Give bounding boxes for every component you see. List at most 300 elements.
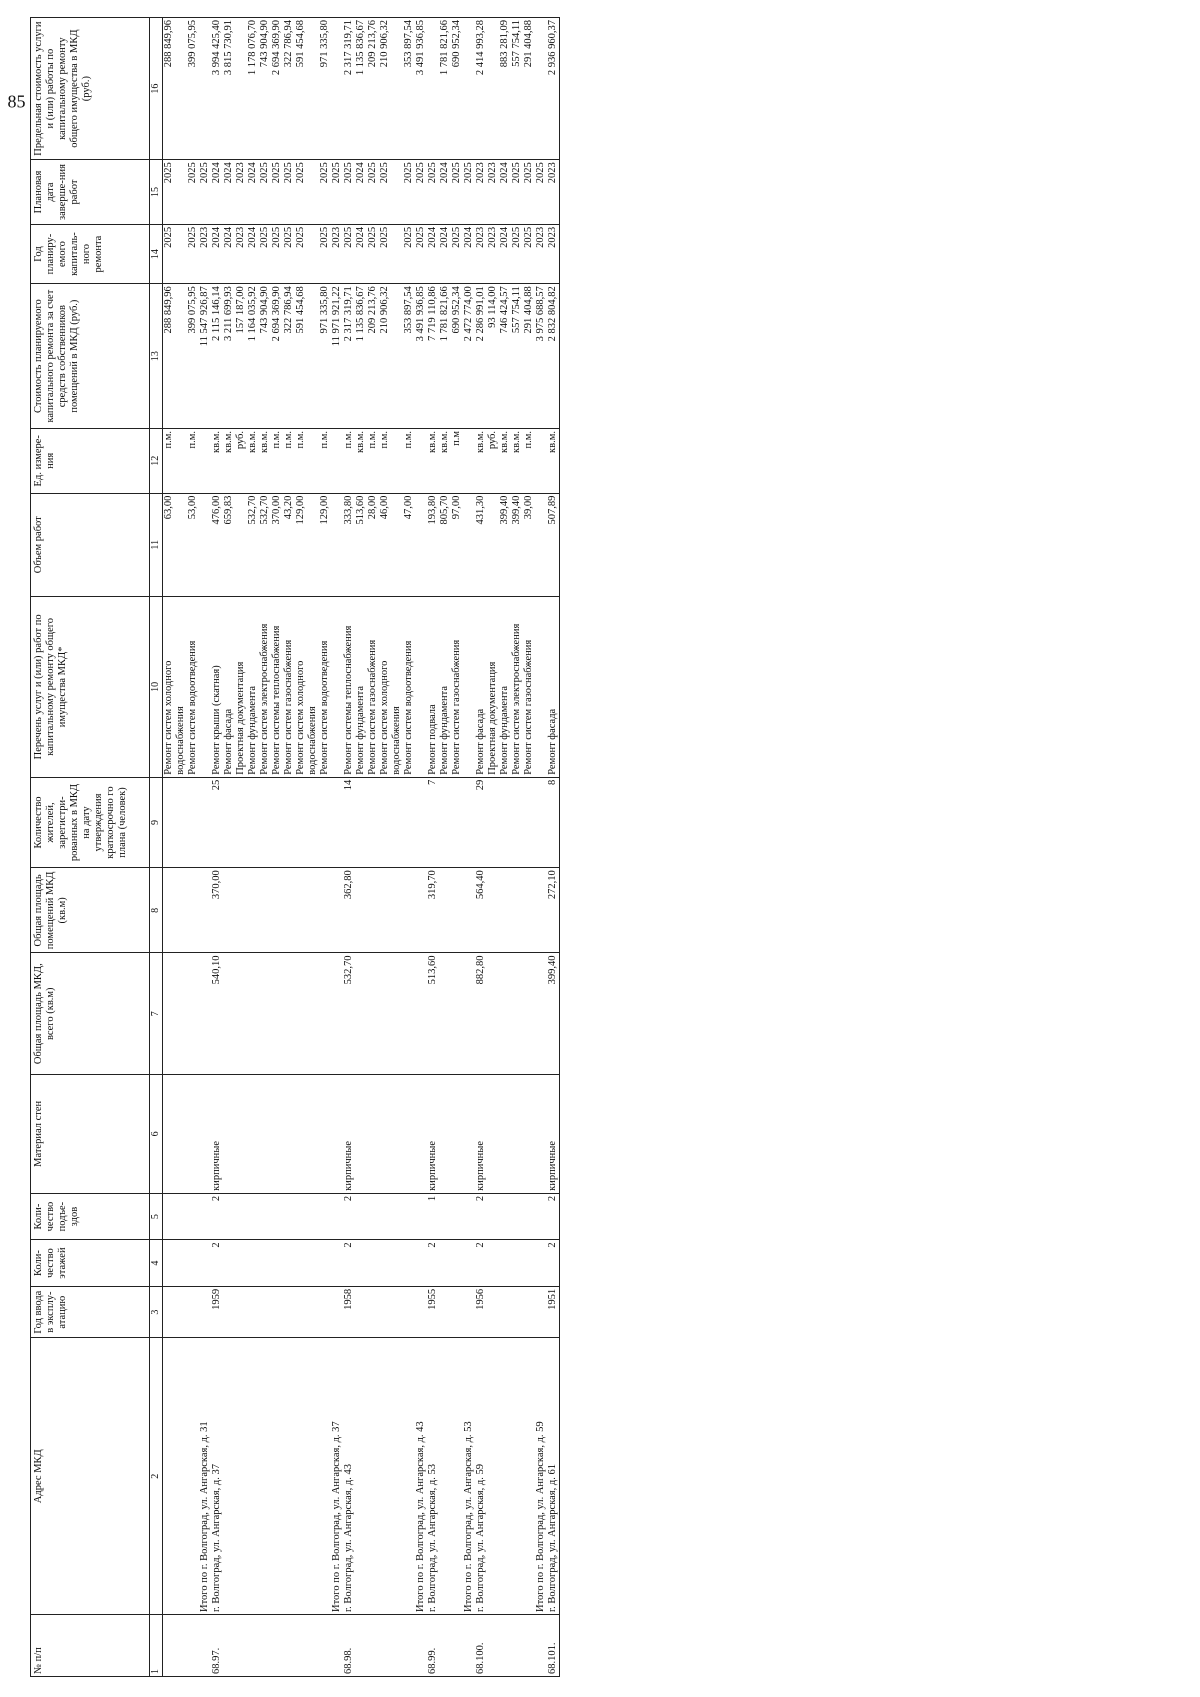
wall-material-cell — [187, 1074, 199, 1193]
total-area-cell — [367, 953, 379, 1074]
address-cell — [247, 1338, 259, 1615]
unit-cell: кв.м. — [427, 428, 439, 493]
total-area-cell: 882,80 — [475, 953, 487, 1074]
unit-cell: кв.м. — [511, 428, 523, 493]
entrances-cell — [511, 1193, 523, 1240]
work-volume-cell: 43,20 — [283, 493, 295, 596]
address-cell — [511, 1338, 523, 1615]
table-row — [367, 18, 379, 1677]
max-cost-cell — [235, 18, 247, 160]
row-number-cell: 68.100. — [475, 1614, 487, 1676]
address-cell: г. Волгоград, ул. Ангарская, д. 37 — [211, 1338, 223, 1615]
work-item-cell: Ремонт фасада — [547, 596, 560, 777]
floors-cell — [535, 1240, 547, 1287]
premises-area-cell — [199, 868, 211, 953]
header-floors: Коли-чество этажей — [31, 1240, 150, 1287]
entrances-cell — [535, 1193, 547, 1240]
repair-year-cell: 2024 — [427, 224, 439, 283]
total-area-cell — [271, 953, 283, 1074]
column-number: 14 — [150, 224, 163, 283]
wall-material-cell — [223, 1074, 235, 1193]
end-date-cell: 2025 — [331, 160, 343, 225]
header-premises-area: Общая площадь помещений МКД (кв.м) — [31, 868, 150, 953]
max-cost-cell: 3 815 730,91 — [223, 18, 235, 160]
cost-cell: 1 781 821,66 — [439, 284, 451, 429]
column-number: 10 — [150, 596, 163, 777]
unit-cell: п.м. — [163, 428, 188, 493]
premises-area-cell — [535, 868, 547, 953]
premises-area-cell — [163, 868, 188, 953]
end-date-cell: 2025 — [523, 160, 535, 225]
year-built-cell — [259, 1286, 271, 1338]
address-cell: г. Волгоград, ул. Ангарская, д. 43 — [343, 1338, 355, 1615]
year-built-cell — [355, 1286, 367, 1338]
premises-area-cell — [331, 868, 343, 953]
end-date-cell: 2023 — [487, 160, 499, 225]
table-row — [463, 18, 475, 1677]
work-item-cell: Ремонт систем газоснабжения — [283, 596, 295, 777]
floors-cell: 2 — [547, 1240, 560, 1287]
entrances-cell — [439, 1193, 451, 1240]
header-volume: Объем работ — [31, 493, 150, 596]
year-built-cell — [283, 1286, 295, 1338]
work-item-cell: Ремонт фундамента — [355, 596, 367, 777]
table-row — [415, 18, 427, 1677]
table-row — [511, 18, 523, 1677]
address-cell — [283, 1338, 295, 1615]
entrances-cell — [187, 1193, 199, 1240]
table-row — [427, 18, 439, 1677]
table-row — [211, 18, 223, 1677]
end-date-cell: 2025 — [427, 160, 439, 225]
max-cost-cell — [487, 18, 499, 160]
row-number-cell — [319, 1614, 331, 1676]
row-number-cell — [403, 1614, 415, 1676]
work-volume-cell: 399,40 — [511, 493, 523, 596]
row-number-cell — [235, 1614, 247, 1676]
residents-cell — [355, 777, 367, 867]
premises-area-cell: 272,10 — [547, 868, 560, 953]
entrances-cell: 2 — [343, 1193, 355, 1240]
premises-area-cell — [223, 868, 235, 953]
address-cell: г. Волгоград, ул. Ангарская, д. 53 — [427, 1338, 439, 1615]
wall-material-cell — [295, 1074, 319, 1193]
premises-area-cell: 362,80 — [343, 868, 355, 953]
work-volume-cell: 129,00 — [295, 493, 319, 596]
floors-cell — [355, 1240, 367, 1287]
column-number: 4 — [150, 1240, 163, 1287]
address-cell — [295, 1338, 319, 1615]
work-volume-cell: 63,00 — [163, 493, 188, 596]
repair-year-cell: 2024 — [355, 224, 367, 283]
address-cell: Итого по г. Волгоград, ул. Ангарская, д. 43 — [415, 1338, 427, 1615]
floors-cell — [523, 1240, 535, 1287]
table-row — [223, 18, 235, 1677]
premises-area-cell — [403, 868, 415, 953]
total-area-cell — [451, 953, 463, 1074]
wall-material-cell — [523, 1074, 535, 1193]
max-cost-cell — [199, 18, 211, 160]
total-area-cell — [403, 953, 415, 1074]
floors-cell: 2 — [475, 1240, 487, 1287]
residents-cell — [379, 777, 403, 867]
premises-area-cell — [283, 868, 295, 953]
table-row — [343, 18, 355, 1677]
entrances-cell — [319, 1193, 331, 1240]
year-built-cell: 1959 — [211, 1286, 223, 1338]
table-row — [523, 18, 535, 1677]
work-volume-cell: 399,40 — [499, 493, 511, 596]
unit-cell: п.м. — [295, 428, 319, 493]
unit-cell: п.м. — [271, 428, 283, 493]
work-volume-cell — [463, 493, 475, 596]
cost-cell: 2 286 991,01 — [475, 284, 487, 429]
unit-cell: руб. — [235, 428, 247, 493]
max-cost-cell: 288 849,96 — [163, 18, 188, 160]
repair-year-cell: 2023 — [535, 224, 547, 283]
header-wall-material: Материал стен — [31, 1074, 150, 1193]
cost-cell: 288 849,96 — [163, 284, 188, 429]
residents-cell — [331, 777, 343, 867]
repair-year-cell: 2023 — [235, 224, 247, 283]
header-address: Адрес МКД — [31, 1338, 150, 1615]
column-number: 1 — [150, 1614, 163, 1676]
entrances-cell — [355, 1193, 367, 1240]
entrances-cell — [283, 1193, 295, 1240]
premises-area-cell — [367, 868, 379, 953]
cost-cell: 971 335,80 — [319, 284, 331, 429]
work-item-cell: Ремонт систем водоотведения — [187, 596, 199, 777]
floors-cell — [295, 1240, 319, 1287]
floors-cell — [499, 1240, 511, 1287]
residents-cell — [199, 777, 211, 867]
work-item-cell — [415, 596, 427, 777]
floors-cell — [367, 1240, 379, 1287]
max-cost-cell: 3 994 425,40 — [211, 18, 223, 160]
column-number: 13 — [150, 284, 163, 429]
column-numbers-row — [150, 18, 163, 1677]
end-date-cell: 2025 — [295, 160, 319, 225]
year-built-cell — [499, 1286, 511, 1338]
wall-material-cell — [463, 1074, 475, 1193]
work-item-cell: Ремонт систем водоотведения — [403, 596, 415, 777]
end-date-cell: 2025 — [451, 160, 463, 225]
cost-cell: 1 135 836,67 — [355, 284, 367, 429]
end-date-cell: 2024 — [355, 160, 367, 225]
table-body — [163, 18, 560, 1677]
residents-cell — [499, 777, 511, 867]
unit-cell: п.м. — [343, 428, 355, 493]
entrances-cell: 2 — [547, 1193, 560, 1240]
total-area-cell — [163, 953, 188, 1074]
work-item-cell: Ремонт подвала — [427, 596, 439, 777]
row-number-cell — [283, 1614, 295, 1676]
unit-cell: кв.м. — [475, 428, 487, 493]
unit-cell: п.м. — [187, 428, 199, 493]
unit-cell: п.м. — [403, 428, 415, 493]
residents-cell — [535, 777, 547, 867]
header-repair-year: Год планиру-емого капиталь-ного ремонта — [31, 224, 150, 283]
row-number-cell — [271, 1614, 283, 1676]
work-item-cell: Ремонт фундамента — [499, 596, 511, 777]
wall-material-cell — [451, 1074, 463, 1193]
floors-cell — [247, 1240, 259, 1287]
residents-cell: 7 — [427, 777, 439, 867]
work-volume-cell: 805,70 — [439, 493, 451, 596]
premises-area-cell: 319,70 — [427, 868, 439, 953]
end-date-cell: 2024 — [211, 160, 223, 225]
residents-cell — [235, 777, 247, 867]
wall-material-cell — [511, 1074, 523, 1193]
premises-area-cell — [355, 868, 367, 953]
table-row — [187, 18, 199, 1677]
table-row — [283, 18, 295, 1677]
total-area-cell — [355, 953, 367, 1074]
floors-cell: 2 — [343, 1240, 355, 1287]
total-area-cell — [487, 953, 499, 1074]
repair-year-cell: 2024 — [463, 224, 475, 283]
floors-cell — [223, 1240, 235, 1287]
residents-cell: 25 — [211, 777, 223, 867]
work-volume-cell: 431,30 — [475, 493, 487, 596]
premises-area-cell — [295, 868, 319, 953]
year-built-cell — [451, 1286, 463, 1338]
header-residents: Количество жителей, зарегистри-рованных в МКД на дату утверждения краткосрочно го плана (человек) — [31, 777, 150, 867]
work-volume-cell — [199, 493, 211, 596]
cost-cell: 93 114,00 — [487, 284, 499, 429]
max-cost-cell: 353 897,54 — [403, 18, 415, 160]
unit-cell: кв.м. — [259, 428, 271, 493]
work-item-cell: Ремонт систем газоснабжения — [523, 596, 535, 777]
header-unit: Ед. измере-ния — [31, 428, 150, 493]
year-built-cell — [367, 1286, 379, 1338]
address-cell — [355, 1338, 367, 1615]
repair-year-cell: 2023 — [487, 224, 499, 283]
year-built-cell — [511, 1286, 523, 1338]
end-date-cell: 2023 — [475, 160, 487, 225]
entrances-cell — [499, 1193, 511, 1240]
floors-cell — [403, 1240, 415, 1287]
address-cell — [439, 1338, 451, 1615]
max-cost-cell: 557 754,11 — [511, 18, 523, 160]
max-cost-cell — [427, 18, 439, 160]
floors-cell — [451, 1240, 463, 1287]
unit-cell: п.м. — [379, 428, 403, 493]
address-cell — [487, 1338, 499, 1615]
address-cell — [451, 1338, 463, 1615]
wall-material-cell: кирпичные — [343, 1074, 355, 1193]
work-item-cell: Ремонт системы теплоснабжения — [271, 596, 283, 777]
work-item-cell: Ремонт систем холодного водоснабжения — [295, 596, 319, 777]
entrances-cell: 1 — [427, 1193, 439, 1240]
work-item-cell — [535, 596, 547, 777]
max-cost-cell: 2 317 319,71 — [343, 18, 355, 160]
work-volume-cell — [235, 493, 247, 596]
address-cell: Итого по г. Волгоград, ул. Ангарская, д. 31 — [199, 1338, 211, 1615]
work-volume-cell: 46,00 — [379, 493, 403, 596]
column-number: 9 — [150, 777, 163, 867]
year-built-cell — [415, 1286, 427, 1338]
work-volume-cell: 532,70 — [247, 493, 259, 596]
work-item-cell: Ремонт систем водоотведения — [319, 596, 331, 777]
repair-year-cell: 2023 — [475, 224, 487, 283]
wall-material-cell — [331, 1074, 343, 1193]
floors-cell — [463, 1240, 475, 1287]
header-entrances: Коли-чество подъе-здов — [31, 1193, 150, 1240]
column-number: 6 — [150, 1074, 163, 1193]
wall-material-cell — [439, 1074, 451, 1193]
unit-cell: п.м. — [283, 428, 295, 493]
end-date-cell: 2025 — [187, 160, 199, 225]
address-cell — [223, 1338, 235, 1615]
cost-cell: 1 164 035,92 — [247, 284, 259, 429]
row-number-cell — [331, 1614, 343, 1676]
total-area-cell: 399,40 — [547, 953, 560, 1074]
repair-year-cell: 2023 — [547, 224, 560, 283]
residents-cell — [259, 777, 271, 867]
year-built-cell — [523, 1286, 535, 1338]
repair-year-cell: 2025 — [379, 224, 403, 283]
table-row — [235, 18, 247, 1677]
column-number: 7 — [150, 953, 163, 1074]
wall-material-cell — [259, 1074, 271, 1193]
total-area-cell — [439, 953, 451, 1074]
unit-cell: кв.м. — [247, 428, 259, 493]
total-area-cell — [415, 953, 427, 1074]
cost-cell: 690 952,34 — [451, 284, 463, 429]
entrances-cell — [223, 1193, 235, 1240]
max-cost-cell — [463, 18, 475, 160]
wall-material-cell: кирпичные — [427, 1074, 439, 1193]
repair-year-cell: 2024 — [439, 224, 451, 283]
row-number-cell — [463, 1614, 475, 1676]
premises-area-cell — [187, 868, 199, 953]
row-number-cell — [199, 1614, 211, 1676]
work-item-cell — [199, 596, 211, 777]
address-cell — [319, 1338, 331, 1615]
wall-material-cell — [367, 1074, 379, 1193]
year-built-cell: 1958 — [343, 1286, 355, 1338]
work-volume-cell: 97,00 — [451, 493, 463, 596]
wall-material-cell — [235, 1074, 247, 1193]
row-number-cell — [523, 1614, 535, 1676]
table-row — [247, 18, 259, 1677]
total-area-cell — [247, 953, 259, 1074]
cost-cell: 3 491 936,85 — [415, 284, 427, 429]
table-row — [439, 18, 451, 1677]
wall-material-cell: кирпичные — [475, 1074, 487, 1193]
repair-year-cell: 2025 — [511, 224, 523, 283]
row-number-cell — [295, 1614, 319, 1676]
work-item-cell: Ремонт крыши (скатная) — [211, 596, 223, 777]
residents-cell — [439, 777, 451, 867]
row-number-cell — [379, 1614, 403, 1676]
cost-cell: 2 115 146,14 — [211, 284, 223, 429]
repair-year-cell: 2025 — [283, 224, 295, 283]
row-number-cell: 68.98. — [343, 1614, 355, 1676]
header-cost: Стоимость планируемого капитального ремонта за счет средств собственников помещений в МКД (руб.) — [31, 284, 150, 429]
year-built-cell — [271, 1286, 283, 1338]
unit-cell: кв.м. — [223, 428, 235, 493]
page-number: 85 — [7, 91, 26, 112]
cost-cell: 3 975 688,57 — [535, 284, 547, 429]
address-cell: Итого по г. Волгоград, ул. Ангарская, д. 59 — [535, 1338, 547, 1615]
work-item-cell: Ремонт систем электроснабжения — [511, 596, 523, 777]
premises-area-cell: 370,00 — [211, 868, 223, 953]
cost-cell: 2 317 319,71 — [343, 284, 355, 429]
repair-year-cell: 2025 — [403, 224, 415, 283]
table-row — [295, 18, 319, 1677]
premises-area-cell — [259, 868, 271, 953]
year-built-cell — [439, 1286, 451, 1338]
work-item-cell: Ремонт фундамента — [439, 596, 451, 777]
cost-cell: 11 547 926,87 — [199, 284, 211, 429]
entrances-cell — [523, 1193, 535, 1240]
floors-cell — [331, 1240, 343, 1287]
work-item-cell: Ремонт фасада — [475, 596, 487, 777]
address-cell — [403, 1338, 415, 1615]
work-item-cell: Ремонт системы теплоснабжения — [343, 596, 355, 777]
total-area-cell — [295, 953, 319, 1074]
table-row — [319, 18, 331, 1677]
end-date-cell: 2025 — [415, 160, 427, 225]
residents-cell: 14 — [343, 777, 355, 867]
address-cell — [523, 1338, 535, 1615]
column-number: 15 — [150, 160, 163, 225]
entrances-cell — [415, 1193, 427, 1240]
header-total-area: Общая площадь МКД, всего (кв.м) — [31, 953, 150, 1074]
work-volume-cell: 513,60 — [355, 493, 367, 596]
residents-cell — [367, 777, 379, 867]
max-cost-cell: 3 491 936,85 — [415, 18, 427, 160]
row-number-cell — [187, 1614, 199, 1676]
work-volume-cell: 39,00 — [523, 493, 535, 596]
cost-cell: 210 906,32 — [379, 284, 403, 429]
wall-material-cell: кирпичные — [547, 1074, 560, 1193]
unit-cell — [535, 428, 547, 493]
year-built-cell — [187, 1286, 199, 1338]
repair-year-cell: 2025 — [319, 224, 331, 283]
repair-year-cell: 2025 — [295, 224, 319, 283]
work-volume-cell: 129,00 — [319, 493, 331, 596]
row-number-cell — [223, 1614, 235, 1676]
cost-cell: 2 832 804,82 — [547, 284, 560, 429]
residents-cell — [511, 777, 523, 867]
row-number-cell — [247, 1614, 259, 1676]
row-number-cell — [511, 1614, 523, 1676]
repair-year-cell: 2025 — [451, 224, 463, 283]
work-item-cell: Ремонт фундамента — [247, 596, 259, 777]
max-cost-cell: 591 454,68 — [295, 18, 319, 160]
max-cost-cell: 209 213,76 — [367, 18, 379, 160]
premises-area-cell — [511, 868, 523, 953]
floors-cell — [511, 1240, 523, 1287]
floors-cell: 2 — [211, 1240, 223, 1287]
entrances-cell — [403, 1193, 415, 1240]
year-built-cell — [403, 1286, 415, 1338]
work-volume-cell — [415, 493, 427, 596]
year-built-cell — [535, 1286, 547, 1338]
row-number-cell: 68.101. — [547, 1614, 560, 1676]
residents-cell — [403, 777, 415, 867]
work-volume-cell — [535, 493, 547, 596]
row-number-cell — [415, 1614, 427, 1676]
max-cost-cell: 322 786,94 — [283, 18, 295, 160]
end-date-cell: 2025 — [163, 160, 188, 225]
residents-cell: 29 — [475, 777, 487, 867]
table-row — [451, 18, 463, 1677]
cost-cell: 557 754,11 — [511, 284, 523, 429]
